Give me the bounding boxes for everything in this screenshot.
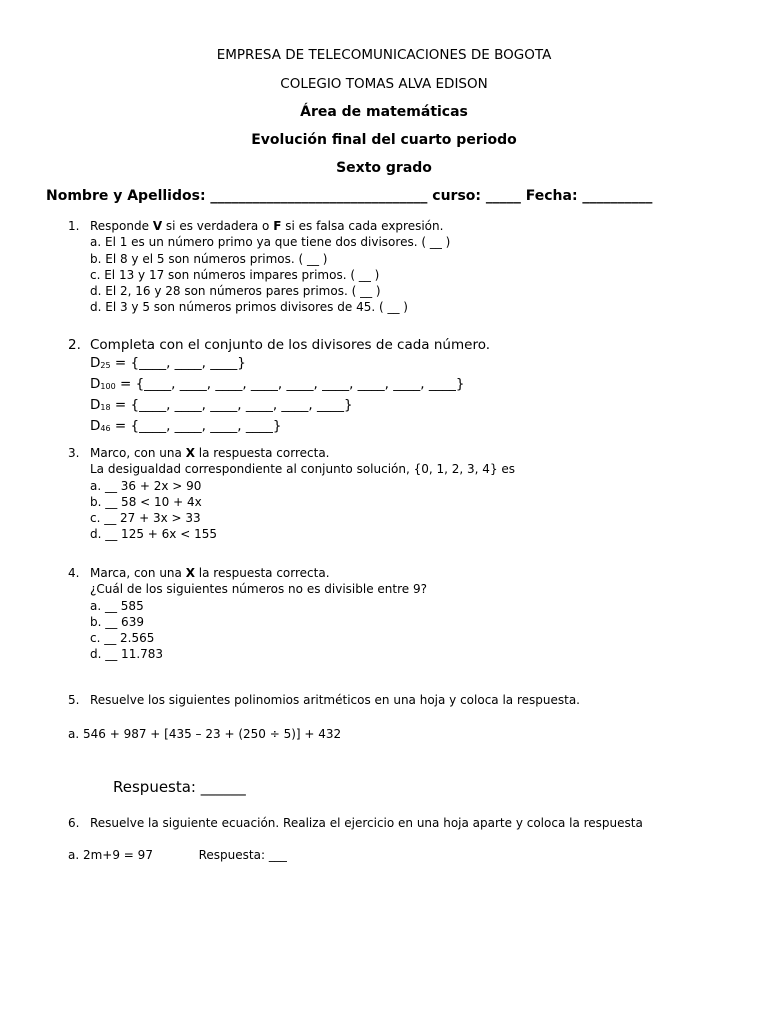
- question-prompt: Responde V si es verdadera o F si es falsa cada expresión.: [90, 219, 444, 233]
- question-number: 5.: [68, 693, 80, 707]
- question-prompt: Completa con el conjunto de los divisores de cada número.: [90, 337, 491, 353]
- question-number: 2.: [68, 337, 81, 353]
- question-context: ¿Cuál de los siguientes números no es divisible entre 9?: [90, 582, 427, 597]
- question-5-item: [68, 726, 748, 742]
- list-item: b. El 8 y el 5 son números primos. ( __ ): [90, 251, 328, 266]
- answer-option: a. __ 36 + 2x > 90: [90, 478, 202, 493]
- question-prompt: Resuelve los siguientes polinomios aritméticos en una hoja y coloca la respuesta.: [90, 693, 580, 707]
- list-item: d. El 3 y 5 son números primos divisores de 45. ( __ ): [90, 300, 408, 315]
- list-item: c. El 13 y 17 son números impares primos. ( __ ): [90, 267, 380, 282]
- evaluation-title: Evolución final del cuarto periodo: [251, 132, 517, 148]
- grade-title: Sexto grado: [336, 160, 432, 176]
- divisor-set: D25 = {____, ____, ____}: [90, 355, 246, 371]
- student-info-line: Nombre y Apellidos: _______________________________ curso: _____ Fecha: __________: [46, 188, 653, 204]
- answer-option: b. __ 58 < 10 + 4x: [90, 494, 202, 509]
- equation: a. 2m+9 = 97: [68, 848, 153, 862]
- question-number: 3.: [68, 446, 80, 460]
- answer-option: c. __ 27 + 3x > 33: [90, 511, 201, 526]
- school-title: COLEGIO TOMAS ALVA EDISON: [280, 76, 488, 92]
- company-title: EMPRESA DE TELECOMUNICACIONES DE BOGOTA: [216, 47, 552, 63]
- list-item: d. El 2, 16 y 28 son números pares primos. ( __ ): [90, 284, 381, 299]
- answer-option: b. __ 639: [90, 614, 144, 629]
- divisor-set: D46 = {____, ____, ____, ____}: [90, 418, 282, 434]
- divisor-set: D18 = {____, ____, ____, ____, ____, ____}: [90, 397, 353, 413]
- question-6-item: [68, 848, 287, 862]
- area-title: Área de matemáticas: [300, 104, 468, 120]
- question-number: 4.: [68, 566, 80, 580]
- question-context: La desigualdad correspondiente al conjunto solución, {0, 1, 2, 3, 4} es: [90, 462, 516, 477]
- arithmetic-expression: a. 546 + 987 + [435 – 23 + (250 ÷ 5)] + 432: [68, 727, 342, 741]
- answer-blank: Respuesta: ___: [198, 848, 287, 862]
- answer-option: a. __ 585: [90, 598, 144, 613]
- answer-option: d. __ 11.783: [90, 647, 164, 662]
- list-item: a. El 1 es un número primo ya que tiene dos divisores. ( __ ): [90, 235, 451, 250]
- answer-option: d. __ 125 + 6x < 155: [90, 527, 217, 542]
- question-number: 6.: [68, 816, 80, 830]
- answer-blank: Respuesta: ______: [113, 778, 246, 796]
- divisor-set: D100 = {____, ____, ____, ____, ____, ____, ____, ____, ____}: [90, 376, 465, 392]
- question-prompt: Marca, con una X la respuesta correcta.: [90, 566, 330, 580]
- question-prompt: Marco, con una X la respuesta correcta.: [90, 446, 330, 460]
- question-prompt: Resuelve la siguiente ecuación. Realiza el ejercicio en una hoja aparte y coloca la respuesta: [90, 816, 643, 830]
- question-number: 1.: [68, 219, 80, 233]
- answer-option: c. __ 2.565: [90, 631, 155, 646]
